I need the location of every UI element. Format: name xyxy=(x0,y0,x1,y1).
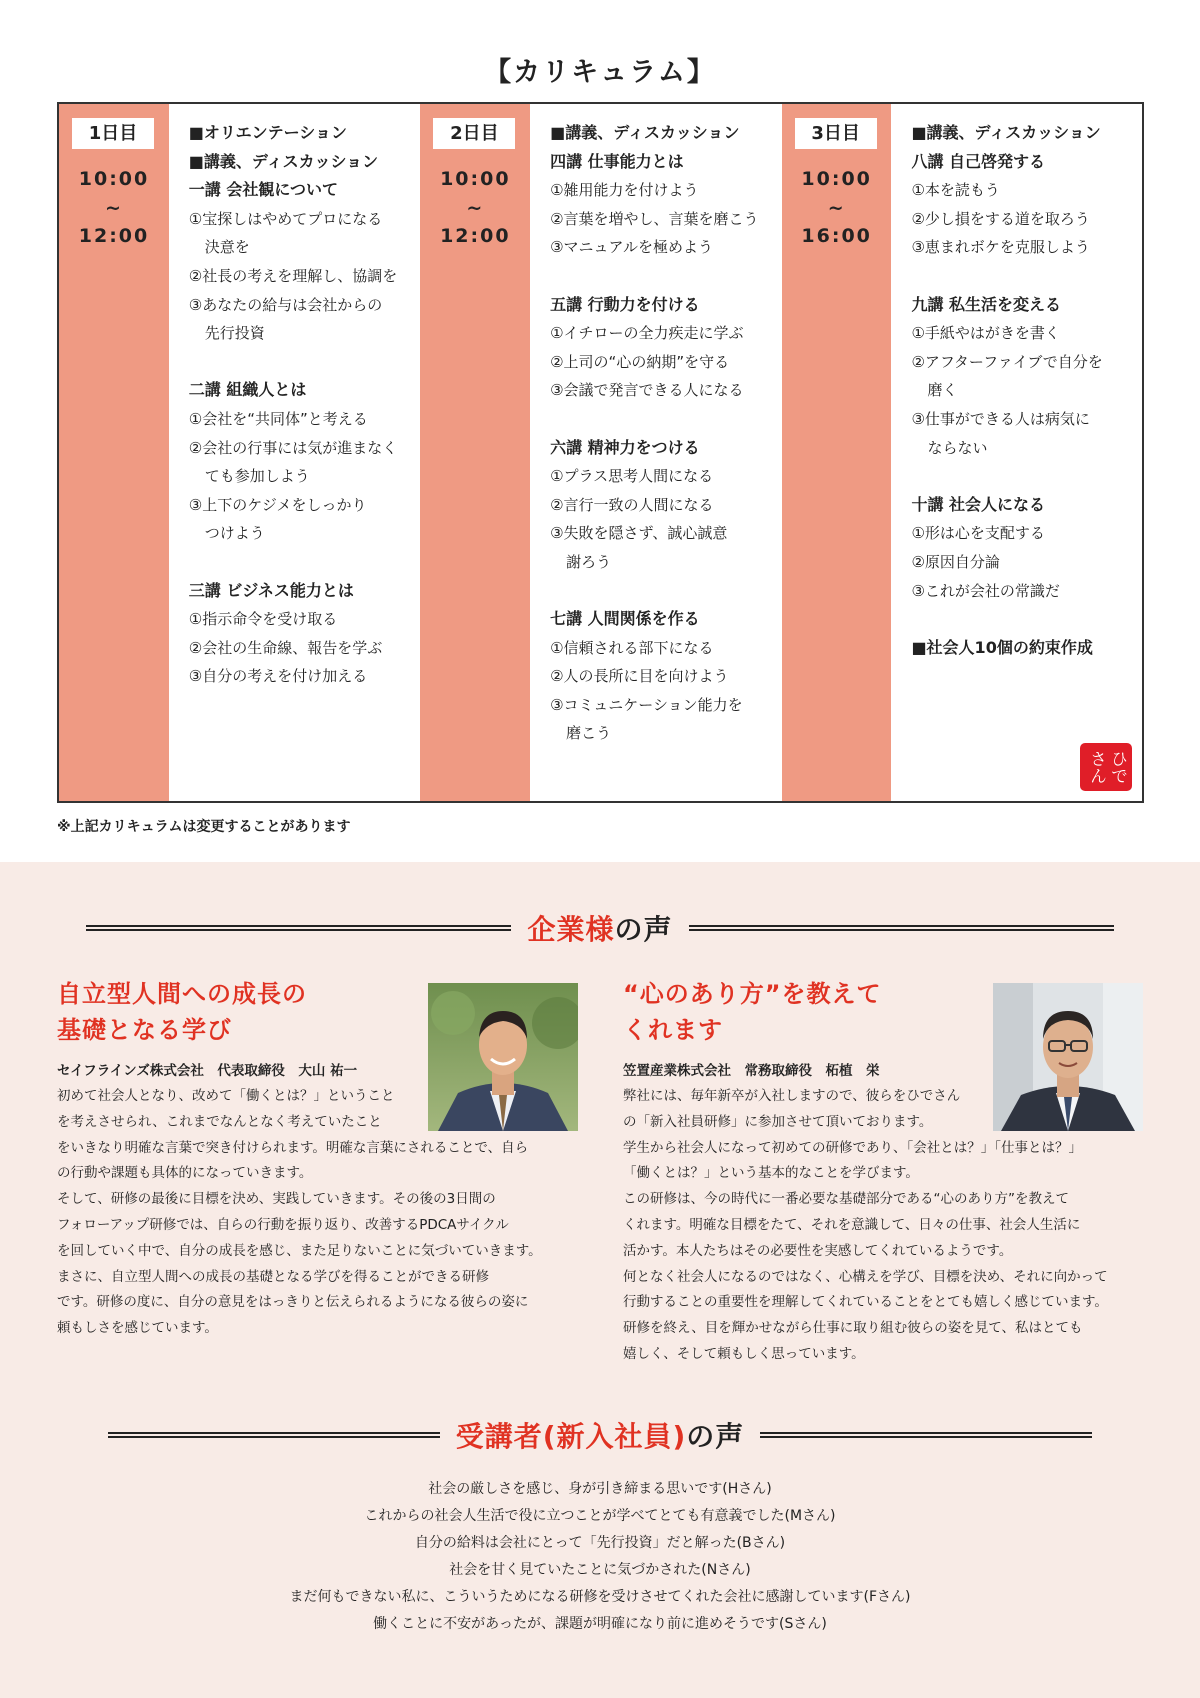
curriculum-heading: 三講 ビジネス能力とは xyxy=(188,580,354,600)
trainee-voice: 社会の厳しさを感じ、身が引き締まる思いです(Hさん) xyxy=(428,1481,772,1497)
heading-rest: の声 xyxy=(614,913,673,946)
curriculum-item: ①雑用能力を付けよう xyxy=(550,181,699,200)
trainee-voices-heading xyxy=(0,1415,1200,1455)
curriculum-item: ①指示命令を受け取る xyxy=(188,610,338,629)
testimonial-body-line: まさに、自立型人間への成長の基礎となる学びを得ることができる研修 xyxy=(57,1268,489,1285)
spacer xyxy=(550,577,782,606)
trainee-voice: 働くことに不安があったが、課題が明確になり前に進めそうです(Sさん) xyxy=(373,1616,827,1632)
testimonial-body-line: 研修を終え、目を輝かせながら仕事に取り組む彼らの姿を見て、私はとても xyxy=(623,1320,1083,1337)
curriculum-heading: ■講義、ディスカッション xyxy=(911,123,1101,142)
curriculum-item: ②少し損をする道を取ろう xyxy=(911,209,1090,228)
curriculum-item: ②言行一致の人間になる xyxy=(550,495,714,514)
curriculum-item: つけよう xyxy=(204,524,265,543)
day-label: 3日目 xyxy=(795,118,877,149)
spacer xyxy=(189,548,421,577)
curriculum-table xyxy=(57,102,1144,803)
spacer xyxy=(189,348,421,377)
curriculum-heading: 十講 社会人になる xyxy=(911,494,1046,514)
curriculum-note: ※上記カリキュラムは変更することがあります xyxy=(57,819,351,835)
heading-rest: の声 xyxy=(686,1420,745,1453)
curriculum-item: ③コミュニケーション能力を xyxy=(550,695,743,714)
curriculum-item: ②上司の“心の納期”を守る xyxy=(550,352,730,371)
curriculum-heading: 六講 精神力をつける xyxy=(550,437,700,457)
curriculum-item: ③これが会社の常識だ xyxy=(911,581,1060,600)
time-separator: ~ xyxy=(827,196,846,219)
curriculum-item: 謝ろう xyxy=(566,552,612,571)
heading-rule-right xyxy=(760,1432,1092,1438)
heading-accent: 企業様 xyxy=(527,913,615,946)
curriculum-item: ③マニュアルを極めよう xyxy=(550,238,713,257)
time-start: 10:00 xyxy=(78,168,150,190)
curriculum-item: ②原因自分論 xyxy=(911,552,1000,571)
curriculum-item: ②会社の行事には気が進まなく xyxy=(188,438,398,457)
testimonial-body-line: 行動することの重要性を理解してくれていることをとても嬉しく感じています。 xyxy=(623,1294,1108,1311)
curriculum-item: ①宝探しはやめてプロになる xyxy=(188,209,383,228)
testimonial-body-line: を考えさせられ、これまでなんとなく考えていたこと xyxy=(57,1113,382,1130)
day-label: 1日目 xyxy=(72,118,154,149)
curriculum-heading: ■オリエンテーション xyxy=(188,123,347,142)
curriculum-item: ①形は心を支配する xyxy=(911,524,1045,543)
curriculum-item: ①会社を“共同体”と考える xyxy=(188,409,368,428)
testimonial-body-line: 何となく社会人になるのではなく、心構えを学び、目標を決め、それに向かって xyxy=(623,1268,1108,1285)
testimonial-body-line: くれます。明確な目標をたて、それを意識して、日々の仕事、社会人生活に xyxy=(623,1216,1081,1233)
heading-rule-right xyxy=(689,925,1114,931)
testimonial-body-line: 「働くとは？」という基本的なことを学びます。 xyxy=(623,1165,919,1182)
day-column-3 xyxy=(782,104,892,801)
testimonial-body-line: を回していく中で、自分の成長を感じ、また足りないことに気づいていきます。 xyxy=(57,1242,542,1259)
hidesan-seal-stamp xyxy=(1080,743,1132,791)
heading-rule-left xyxy=(86,925,511,931)
testimonial-body-line: です。研修の度に、自分の意見をはっきりと伝えられるようになる彼らの姿に xyxy=(57,1294,529,1311)
day-column-1 xyxy=(59,104,169,801)
curriculum-item: ①信頼される部下になる xyxy=(550,638,714,657)
curriculum-item: 磨こう xyxy=(566,724,612,743)
trainee-voices-heading-text xyxy=(440,1415,761,1455)
curriculum-item: ③恵まれボケを克服しよう xyxy=(911,238,1090,257)
time-range xyxy=(782,165,892,251)
curriculum-heading: ■講義、ディスカッション xyxy=(550,123,740,142)
curriculum-item: ②アフターファイブで自分を xyxy=(911,352,1103,371)
curriculum-heading: 一講 会社観について xyxy=(188,180,339,200)
curriculum-item: ①手紙やはがきを書く xyxy=(911,324,1060,343)
testimonial-author: セイフラインズ株式会社 代表取締役 大山 祐一 xyxy=(57,1063,358,1079)
time-start: 10:00 xyxy=(440,168,511,190)
company-voices-heading xyxy=(0,908,1200,948)
time-range xyxy=(59,165,169,251)
testimonial-body-line: をいきなり明確な言葉で突き付けられます。明確な言葉にされることで、自ら xyxy=(57,1139,529,1156)
testimonial-body-line: そして、研修の最後に目標を決め、実践していきます。その後の3日間の xyxy=(57,1191,496,1208)
seal-text: ひで xyxy=(1107,750,1127,784)
curriculum-heading: 二講 組織人とは xyxy=(188,380,307,400)
day-content-3 xyxy=(891,104,1142,801)
time-start: 10:00 xyxy=(801,168,872,190)
testimonial-body-line: の行動や課題も具体的になっていきます。 xyxy=(57,1165,313,1182)
curriculum-item: 決意を xyxy=(204,238,250,257)
time-end: 16:00 xyxy=(801,225,872,247)
time-end: 12:00 xyxy=(440,225,511,247)
testimonial-body-line: 学生から社会人になって初めての研修であり、「会社とは？」「仕事とは？」 xyxy=(623,1139,1082,1156)
time-separator: ~ xyxy=(466,196,485,219)
seal-text: さん xyxy=(1086,750,1106,784)
trainee-voice: 自分の給料は会社にとって「先行投資」だと解った(Bさん) xyxy=(414,1535,786,1551)
spacer xyxy=(911,462,1142,491)
testimonial-title-line: くれます xyxy=(623,1016,723,1044)
spacer xyxy=(911,262,1142,291)
heading-rule-left xyxy=(108,1432,440,1438)
curriculum-item: ③上下のケジメをしっかり xyxy=(188,495,367,514)
time-end: 12:00 xyxy=(78,225,150,247)
testimonial-body-line: この研修は、今の時代に一番必要な基礎部分である“心のあり方”を教えて xyxy=(623,1191,1069,1208)
curriculum-heading: 五講 行動力を付ける xyxy=(550,294,700,314)
curriculum-item: ②社長の考えを理解し、協調を xyxy=(188,266,398,285)
day-column-2 xyxy=(420,104,530,801)
testimonial-body-line: 初めて社会人となり、改めて「働くとは？」ということ xyxy=(57,1088,395,1104)
testimonial-body-line: フォローアップ研修では、自らの行動を振り返り、改善するPDCAサイクル xyxy=(57,1216,509,1233)
spacer xyxy=(550,262,782,291)
curriculum-item: ①本を読もう xyxy=(911,181,1000,200)
testimonial-author: 笠置産業株式会社 常務取締役 柘植 栄 xyxy=(623,1063,880,1079)
trainee-voices-list xyxy=(0,1476,1200,1638)
day-label: 2日目 xyxy=(433,118,515,149)
curriculum-item: ③仕事ができる人は病気に xyxy=(911,409,1090,428)
photo-tsuge xyxy=(993,983,1143,1131)
curriculum-heading: 四講 仕事能力とは xyxy=(550,151,684,171)
curriculum-heading: 八講 自己啓発する xyxy=(911,151,1046,171)
testimonial-title-line: 基礎となる学び xyxy=(57,1016,232,1044)
heading-accent: 受講者(新入社員) xyxy=(455,1420,687,1453)
testimonial-title-line: 自立型人間への成長の xyxy=(57,980,307,1008)
testimonial-body-line: 嬉しく、そして頼もしく思っています。 xyxy=(623,1345,865,1362)
photo-oyama xyxy=(428,983,578,1131)
testimonial-body-line: の「新入社員研修」に参加させて頂いております。 xyxy=(623,1113,933,1130)
curriculum-item: ①プラス思考人間になる xyxy=(550,467,714,486)
time-range xyxy=(420,165,530,251)
spacer xyxy=(911,605,1142,634)
curriculum-item: ならない xyxy=(927,438,988,457)
curriculum-item: ②人の長所に目を向けよう xyxy=(550,667,729,686)
trainee-voice: まだ何もできない私に、こういうためになる研修を受けさせてくれた会社に感謝しています(Fさん) xyxy=(289,1589,911,1605)
curriculum-item: ③失敗を隠さず、誠心誠意 xyxy=(550,524,728,543)
curriculum-item: ③自分の考えを付け加える xyxy=(188,667,368,686)
trainee-voice: これからの社会人生活で役に立つことが学べてとても有意義でした(Mさん) xyxy=(364,1508,836,1524)
curriculum-heading: ■講義、ディスカッション xyxy=(188,151,379,171)
time-separator: ~ xyxy=(105,196,123,219)
day-content-1 xyxy=(169,104,421,801)
curriculum-heading: 七講 人間関係を作る xyxy=(550,609,700,629)
day-content-2 xyxy=(530,104,782,801)
curriculum-item: 磨く xyxy=(927,381,958,400)
curriculum-item: ③会議で発言できる人になる xyxy=(550,381,744,400)
curriculum-item: ③あなたの給与は会社からの xyxy=(188,295,383,314)
testimonial-body-line: 活かす。本人たちはその必要性を実感してくれているようです。 xyxy=(623,1242,1013,1259)
curriculum-item: ②言葉を増やし、言葉を磨こう xyxy=(550,209,759,228)
spacer xyxy=(550,405,782,434)
curriculum-heading: ■社会人10個の約束作成 xyxy=(911,637,1093,657)
company-voices-heading-text xyxy=(511,908,688,948)
trainee-voice: 社会を甘く見ていたことに気づかされた(Nさん) xyxy=(449,1562,751,1578)
testimonial-title-line: “心のあり方”を教えて xyxy=(623,980,882,1008)
curriculum-item: ても参加しよう xyxy=(204,467,310,486)
testimonial-body-line: 弊社には、毎年新卒が入社しますので、彼らをひでさん xyxy=(623,1088,961,1104)
curriculum-heading: 九講 私生活を変える xyxy=(911,294,1062,314)
testimonial-body-line: 頼もしさを感じています。 xyxy=(57,1320,218,1337)
curriculum-item: 先行投資 xyxy=(204,324,265,343)
curriculum-item: ①イチローの全力疾走に学ぶ xyxy=(550,324,744,343)
curriculum-title: 【カリキュラム】 xyxy=(484,57,716,88)
curriculum-item: ②会社の生命線、報告を学ぶ xyxy=(188,638,383,657)
